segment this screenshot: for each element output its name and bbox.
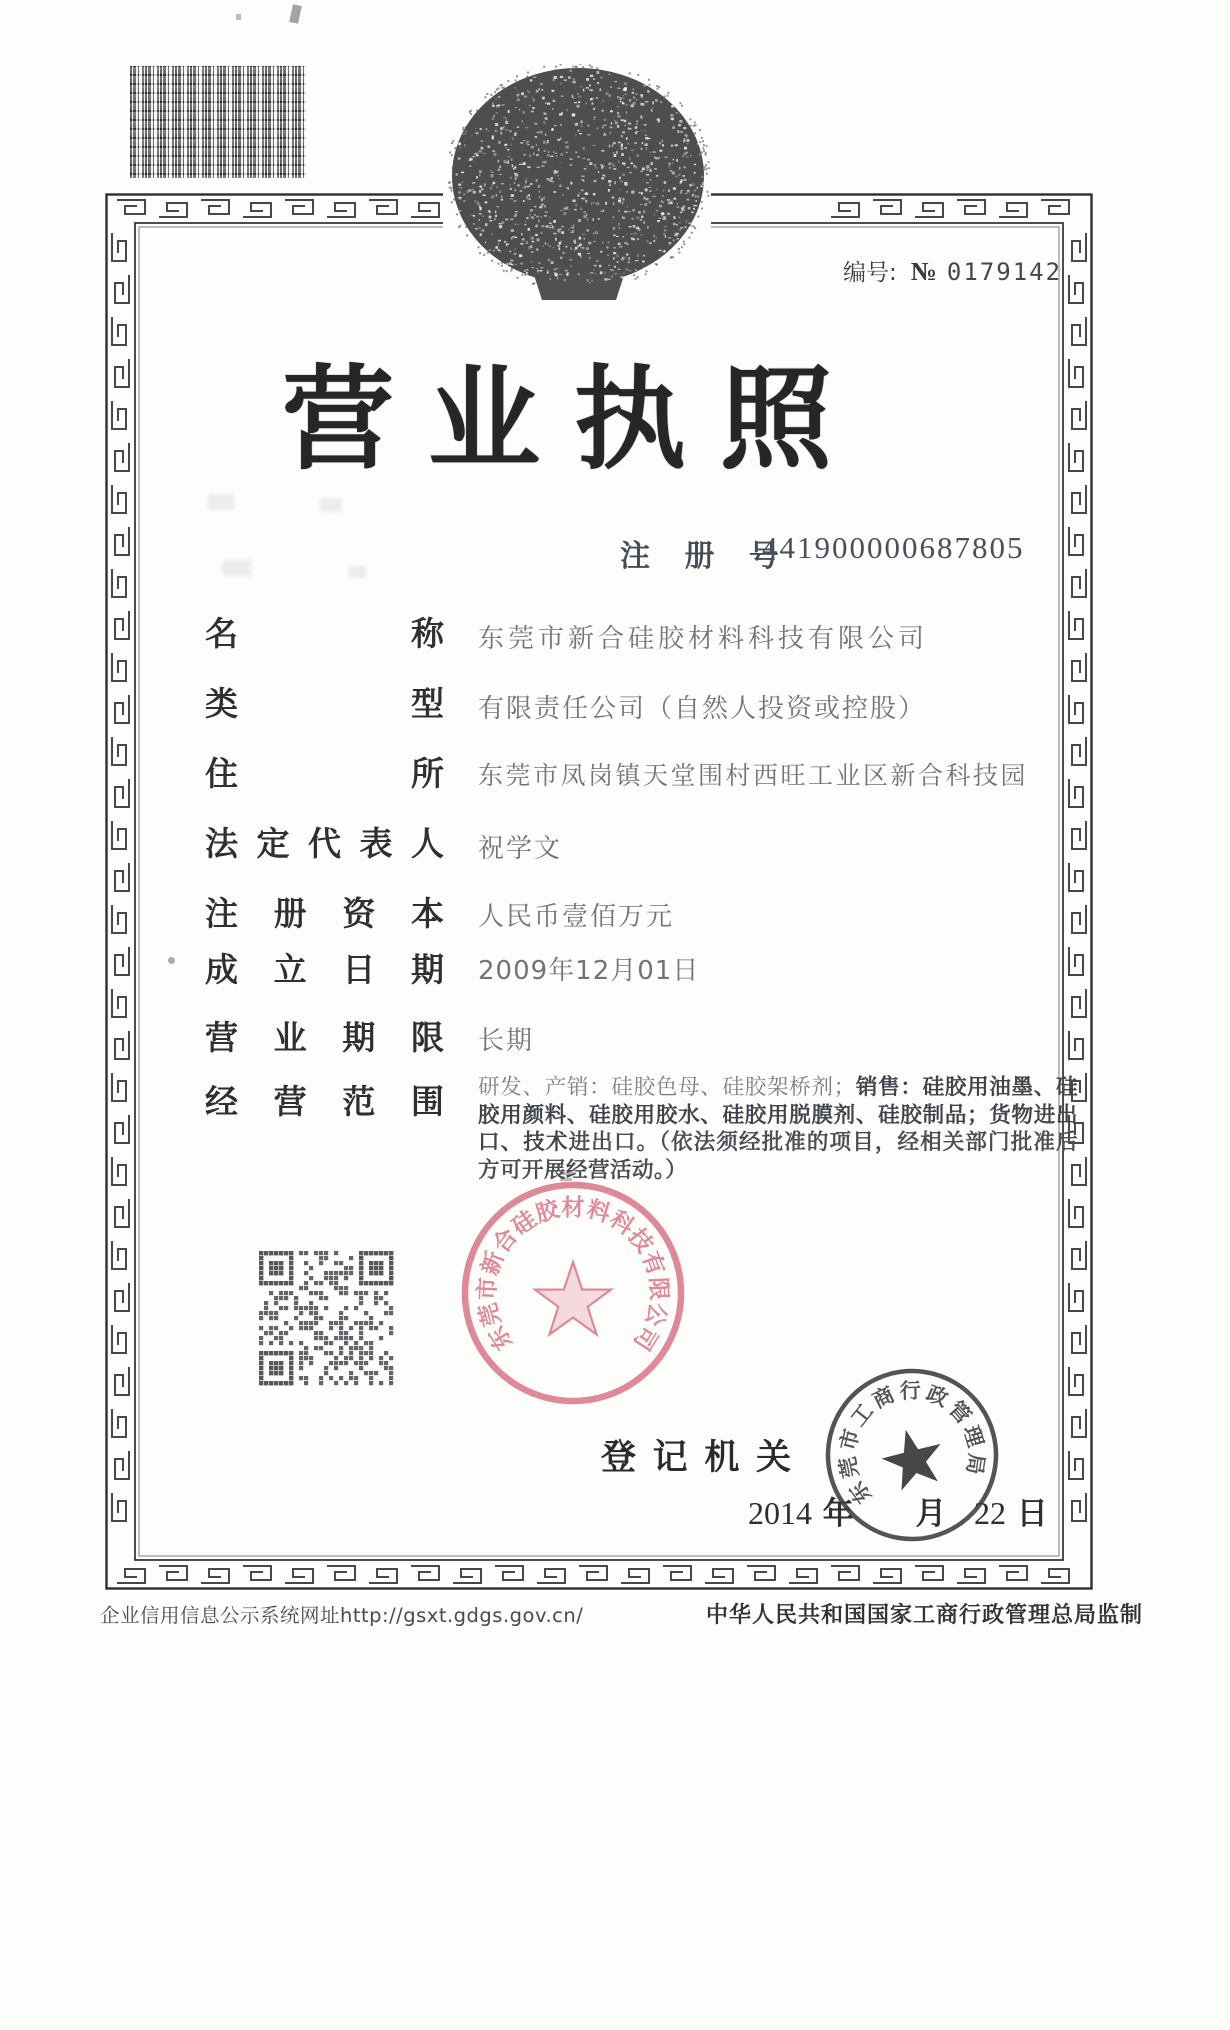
svg-text:胶: 胶	[532, 1196, 563, 1228]
field-value-established: 2009年12月01日	[478, 956, 700, 986]
authority-seal	[820, 1363, 1004, 1547]
issue-month-unit: 月	[915, 1496, 947, 1532]
svg-text:工: 工	[846, 1399, 878, 1431]
svg-text:局: 局	[962, 1451, 989, 1477]
field-label-legal-rep: 法 定 代 表 人	[205, 824, 445, 863]
numero-mark: №	[910, 257, 937, 286]
field-label-scope: 经 营 范 围	[205, 1082, 445, 1121]
field-value-type: 有限责任公司（自然人投资或控股）	[478, 694, 927, 724]
field-value-name: 东莞市新合硅胶材料科技有限公司	[478, 624, 929, 654]
serial-line	[843, 254, 1062, 287]
svg-text:材: 材	[561, 1195, 585, 1221]
issue-day-unit: 日	[1016, 1496, 1048, 1532]
scan-speck	[289, 4, 302, 23]
national-emblem-icon	[448, 64, 710, 304]
svg-text:东: 东	[483, 1321, 519, 1355]
scan-speck	[236, 14, 241, 20]
svg-text:料: 料	[583, 1196, 614, 1228]
barcode-icon	[130, 66, 306, 178]
issue-year: 2014	[748, 1495, 812, 1531]
svg-text:有: 有	[636, 1248, 669, 1279]
svg-text:理: 理	[958, 1422, 988, 1450]
field-value-address: 东莞市凤岗镇天堂围村西旺工业区新合科技园	[478, 761, 1029, 790]
field-value-capital: 人民币壹佰万元	[478, 902, 675, 932]
svg-text:市: 市	[474, 1276, 502, 1301]
footer-issuing-authority: 中华人民共和国国家工商行政管理总局监制	[706, 1603, 1144, 1628]
field-label-capital: 注 册 资 本	[205, 894, 445, 933]
svg-text:东: 东	[844, 1477, 877, 1509]
scope-segment-normal: 研发、产销：硅胶色母、硅胶架桥剂；	[478, 1075, 856, 1100]
svg-text:管: 管	[943, 1396, 976, 1429]
field-value-legal-rep: 祝学文	[478, 834, 563, 864]
svg-text:莞: 莞	[475, 1299, 507, 1329]
issue-year-unit: 年	[822, 1496, 854, 1532]
svg-text:合: 合	[488, 1223, 524, 1259]
svg-text:限: 限	[644, 1276, 672, 1301]
page-title: 营业执照	[282, 355, 866, 485]
serial-number: 0179142	[946, 258, 1063, 286]
svg-text:新: 新	[477, 1248, 510, 1279]
svg-text:公: 公	[639, 1299, 671, 1329]
svg-text:市: 市	[835, 1426, 865, 1453]
svg-text:莞: 莞	[835, 1454, 864, 1480]
svg-text:政: 政	[922, 1381, 952, 1412]
scope-segment-bold: 销售：硅胶用油墨、硅胶用颜料、硅胶用胶水、硅胶用脱膜剂、硅胶制品；货物进出口、技术	[478, 1075, 1078, 1155]
svg-text:司: 司	[627, 1321, 663, 1355]
field-label-name: 名 称	[205, 614, 445, 653]
issue-day: 22	[973, 1495, 1006, 1531]
svg-text:技: 技	[622, 1223, 658, 1259]
registration-number: 441900000687805	[762, 530, 1025, 565]
scope-segment-tail: 进出口。（依法须经批准的项目，经相关部门批准后方可开展经营活动。）	[478, 1130, 1078, 1183]
registrar-label: 登 记 机 关	[601, 1438, 791, 1478]
qr-code-icon	[258, 1250, 394, 1386]
field-label-address: 住 所	[205, 754, 445, 793]
svg-text:行: 行	[899, 1378, 922, 1404]
svg-text:硅: 硅	[507, 1206, 542, 1241]
field-label-type: 类 型	[205, 684, 445, 723]
footer-public-system-url: 企业信用信息公示系统网址http://gsxt.gdgs.gov.cn/	[100, 1604, 584, 1627]
registration-label: 注 册 号	[620, 539, 791, 574]
field-value-term: 长期	[478, 1026, 535, 1056]
serial-label: 编号:	[843, 260, 897, 286]
field-label-established: 成 立 日 期	[205, 950, 445, 989]
field-label-term: 营 业 期 限	[205, 1018, 445, 1057]
svg-text:商: 商	[868, 1382, 899, 1414]
svg-text:科: 科	[604, 1206, 639, 1241]
company-seal	[442, 1162, 704, 1424]
